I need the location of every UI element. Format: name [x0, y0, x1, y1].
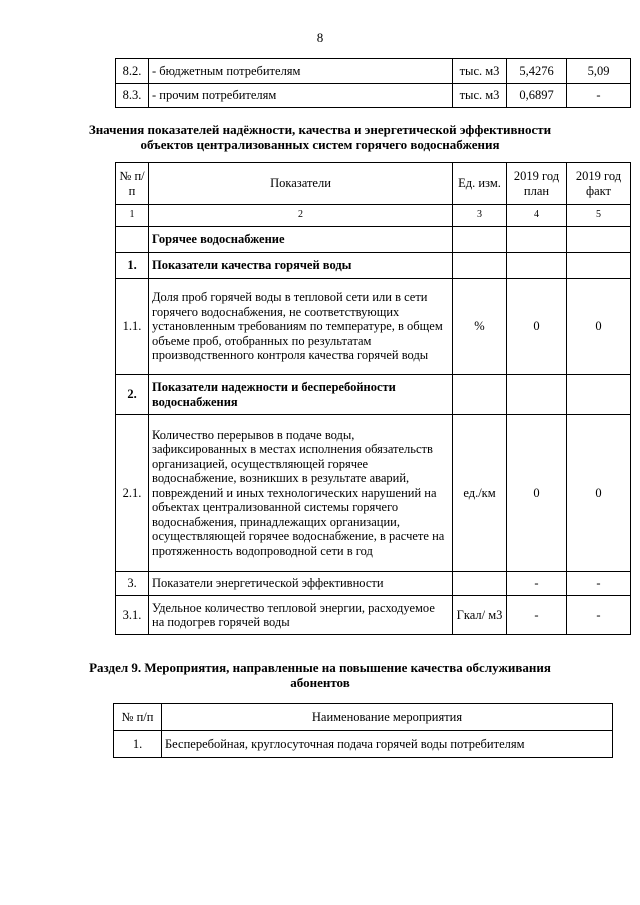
header-event-name: Наименование мероприятия: [162, 704, 613, 731]
fact-cell: -: [567, 572, 631, 596]
table-row: [116, 375, 631, 415]
section9-title: [0, 660, 640, 690]
table-header-row: [116, 163, 631, 205]
row-number: 2.: [116, 375, 149, 415]
unit-cell: Гкал/ м3: [453, 596, 507, 635]
indicator-name: Количество перерывов в подаче воды, зафиксированных в местах исполнения обязательств организацией, осуществляющей горячее водоснабжение, возникших в результате аварий, повреждений и иных технологических нарушений на объектах централизованной системы горячего водоснабжения, принадлежащих организации, осуществляющей горячее водоснабжение, в расчете на протяженность водопроводной сети в год: [149, 415, 453, 572]
row-number: 3.1.: [116, 596, 149, 635]
row-number: 1.: [114, 731, 162, 758]
col-number: 4: [507, 205, 567, 227]
plan-cell: [507, 375, 567, 415]
unit-cell: %: [453, 279, 507, 375]
page-number: 8: [316, 30, 324, 45]
unit-cell: тыс. м3: [453, 84, 507, 108]
plan-cell: 0: [507, 279, 567, 375]
column-number-row: [116, 205, 631, 227]
plan-cell: [507, 227, 567, 253]
section-title: [0, 122, 640, 152]
table-row: [116, 59, 631, 84]
indicator-name: Доля проб горячей воды в тепловой сети или в сети горячего водоснабжения, не соответствующих установленным требованиям по температуре, в общем объеме проб, отобранных по результатам производственного контроля качества горячей воды: [149, 279, 453, 375]
header-num: № п/п: [116, 163, 149, 205]
row-number: 8.2.: [116, 59, 149, 84]
indicator-name: - бюджетным потребителям: [149, 59, 453, 84]
plan-cell: 5,4276: [507, 59, 567, 84]
col-number: 1: [116, 205, 149, 227]
header-indicators: Показатели: [149, 163, 453, 205]
row-number: 3.: [116, 572, 149, 596]
fact-cell: -: [567, 84, 631, 108]
indicator-name: Показатели надежности и бесперебойности водоснабжения: [149, 375, 453, 415]
row-number: 8.3.: [116, 84, 149, 108]
table-row: [116, 415, 631, 572]
plan-cell: 0,6897: [507, 84, 567, 108]
indicator-name: Показатели качества горячей воды: [149, 253, 453, 279]
events-table: [113, 703, 613, 758]
header-num: № п/п: [114, 704, 162, 731]
header-unit: Ед. изм.: [453, 163, 507, 205]
header-plan: 2019 год план: [507, 163, 567, 205]
top-table: [115, 58, 631, 108]
section-title-line2: объектов централизованных систем горячего водоснабжения: [140, 137, 500, 152]
unit-cell: [453, 572, 507, 596]
indicator-name: Удельное количество тепловой энергии, расходуемое на подогрев горячей воды: [149, 596, 453, 635]
table-row: [116, 227, 631, 253]
indicator-name: Горячее водоснабжение: [149, 227, 453, 253]
indicators-table: [115, 162, 631, 635]
unit-cell: ед./км: [453, 415, 507, 572]
unit-cell: [453, 375, 507, 415]
col-number: 5: [567, 205, 631, 227]
table-row: [116, 84, 631, 108]
plan-cell: -: [507, 596, 567, 635]
fact-cell: [567, 227, 631, 253]
unit-cell: [453, 253, 507, 279]
plan-cell: -: [507, 572, 567, 596]
table-row: [116, 279, 631, 375]
section9-title-line2: абонентов: [290, 675, 350, 690]
row-number: [116, 227, 149, 253]
row-number: 1.: [116, 253, 149, 279]
plan-cell: [507, 253, 567, 279]
plan-cell: 0: [507, 415, 567, 572]
table-row: [116, 572, 631, 596]
fact-cell: 0: [567, 415, 631, 572]
col-number: 2: [149, 205, 453, 227]
table-row: [116, 253, 631, 279]
table-row: [114, 731, 613, 758]
section9-title-line1: Раздел 9. Мероприятия, направленные на повышение качества обслуживания: [89, 660, 551, 675]
row-number: 2.1.: [116, 415, 149, 572]
section-title-line1: Значения показателей надёжности, качества и энергетической эффективности: [88, 122, 552, 137]
fact-cell: [567, 253, 631, 279]
row-number: 1.1.: [116, 279, 149, 375]
unit-cell: [453, 227, 507, 253]
fact-cell: -: [567, 596, 631, 635]
unit-cell: тыс. м3: [453, 59, 507, 84]
header-fact: 2019 год факт: [567, 163, 631, 205]
fact-cell: [567, 375, 631, 415]
col-number: 3: [453, 205, 507, 227]
indicator-name: Показатели энергетической эффективности: [149, 572, 453, 596]
fact-cell: 5,09: [567, 59, 631, 84]
table-header-row: [114, 704, 613, 731]
event-name: Бесперебойная, круглосуточная подача горячей воды потребителям: [162, 731, 613, 758]
indicator-name: - прочим потребителям: [149, 84, 453, 108]
table-row: [116, 596, 631, 635]
fact-cell: 0: [567, 279, 631, 375]
